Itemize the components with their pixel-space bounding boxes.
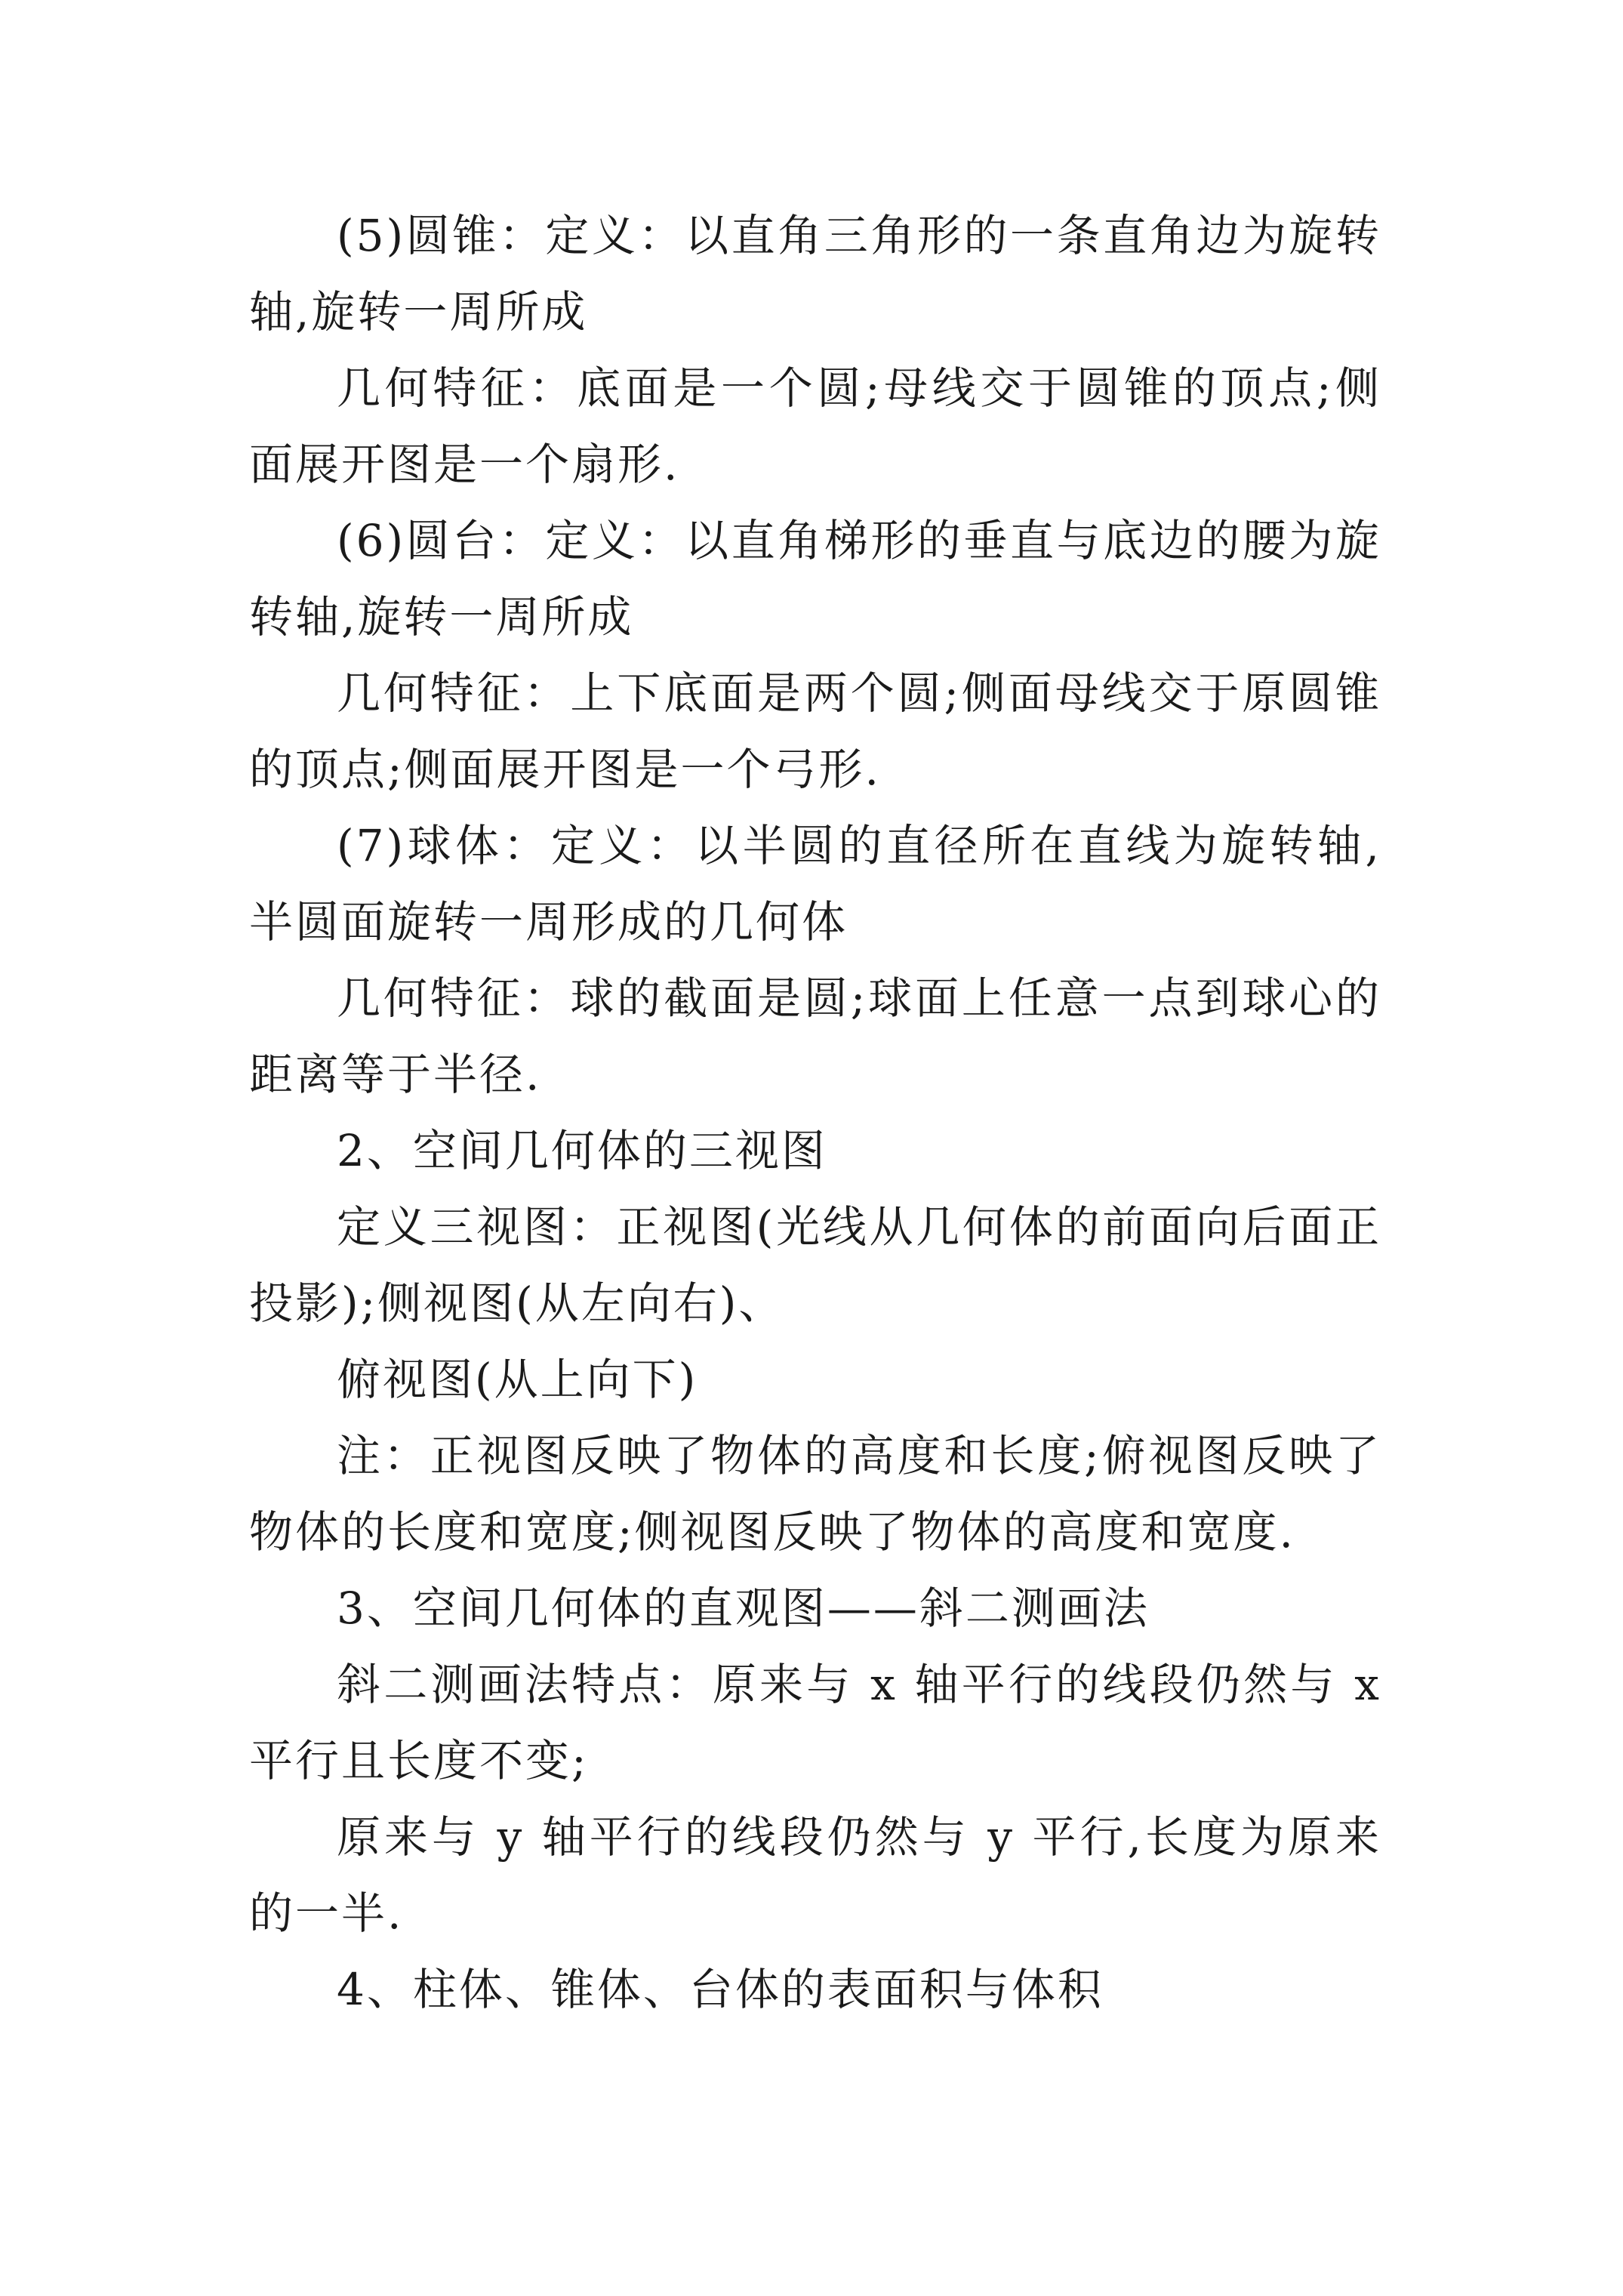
- document-body: [249, 198, 1381, 2028]
- paragraph-views-note: 注：正视图反映了物体的高度和长度;俯视图反映了物体的长度和宽度;侧视图反映了物体的高度和宽度.: [249, 1430, 1381, 1558]
- paragraph-top-view: 俯视图(从上向下): [337, 1354, 698, 1405]
- paragraph-cone-features: 几何特征：底面是一个圆;母线交于圆锥的顶点;侧面展开图是一个扇形.: [249, 362, 1381, 490]
- paragraph-oblique-y-axis: 原来与 y 轴平行的线段仍然与 y 平行,长度为原来的一半.: [249, 1811, 1381, 1939]
- paragraph-oblique-x-axis: 斜二测画法特点：原来与 x 轴平行的线段仍然与 x 平行且长度不变;: [249, 1659, 1381, 1786]
- section-heading-oblique-drawing: 3、空间几何体的直观图——斜二测画法: [337, 1583, 1150, 1634]
- paragraph-sphere-definition: (7)球体：定义：以半圆的直径所在直线为旋转轴,半圆面旋转一周形成的几何体: [249, 820, 1381, 948]
- paragraph-frustum-definition: (6)圆台：定义：以直角梯形的垂直与底边的腰为旋转轴,旋转一周所成: [249, 515, 1381, 643]
- paragraph-sphere-features: 几何特征：球的截面是圆;球面上任意一点到球心的距离等于半径.: [249, 972, 1381, 1100]
- paragraph-frustum-features: 几何特征：上下底面是两个圆;侧面母线交于原圆锥的顶点;侧面展开图是一个弓形.: [249, 667, 1381, 795]
- section-heading-three-views: 2、空间几何体的三视图: [337, 1125, 827, 1176]
- paragraph-cone-definition: (5)圆锥：定义：以直角三角形的一条直角边为旋转轴,旋转一周所成: [249, 210, 1381, 337]
- paragraph-three-views-definition: 定义三视图：正视图(光线从几何体的前面向后面正投影);侧视图(从左向右)、: [249, 1201, 1381, 1329]
- section-heading-surface-volume: 4、柱体、锥体、台体的表面积与体积: [337, 1964, 1104, 2015]
